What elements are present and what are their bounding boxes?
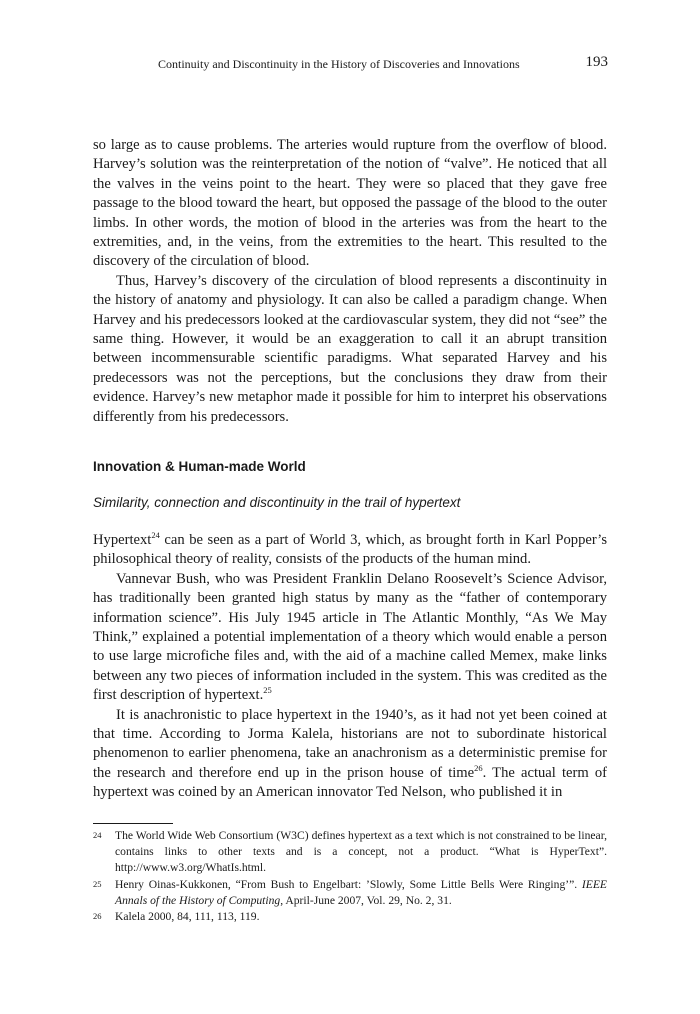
footnote-24	[93, 828, 607, 877]
footnotes	[93, 828, 607, 925]
footnote-text: Henry Oinas-Kukkonen, “From Bush to Engelbart: ’Slowly, Some Little Bells Were Ringing’”.	[115, 877, 582, 891]
footnote-25	[93, 877, 607, 909]
subsection-heading: Similarity, connection and discontinuity in the trail of hypertext	[93, 495, 461, 510]
footnote-text: Kalela 2000, 84, 111, 113, 119.	[115, 910, 260, 924]
paragraph-5-text-start: It is anachronistic to place hypertext in the 1940’s, as it had not yet been coined at that time. According to Jorma Kalela, historians are not to subordinate historical phenomenon to earlier phenomena, take an anachronism as a deterministic premise for the research and therefore end up in the prison house of time	[93, 706, 607, 781]
paragraph-3-text-end: can be seen as a part of World 3, which, as brought forth in Karl Popper’s philosophical theory of reality, consists of the products of the human mind.	[93, 532, 607, 568]
footnote-separator	[93, 823, 173, 824]
footnote-ref-25[interactable]: 25	[263, 685, 272, 696]
section-heading: Innovation & Human-made World	[93, 459, 306, 474]
paragraph-3	[93, 531, 607, 570]
paragraph-4-text: Vannevar Bush, who was President Franklin Delano Roosevelt’s Science Advisor, has traditionally been granted high status by many as the “father of contemporary information science”. His July 1945 article in The Atlantic Monthly, “As We May Think,” explained a potential implementation of a theory which would enable a person to use large microfiche files and, with the aid of a machine called Memex, make links between any two pieces of information included in the system. This was credited as the first description of hypertext.	[93, 570, 607, 704]
body-text-block-1	[93, 136, 607, 427]
footnote-26	[93, 909, 607, 925]
page-number: 193	[585, 54, 608, 70]
footnote-text-end: , April-June 2007, Vol. 29, No. 2, 31.	[280, 893, 452, 907]
footnote-number: 25	[93, 878, 102, 889]
running-title: Continuity and Discontinuity in the History of Discoveries and Innovations	[158, 57, 520, 71]
paragraph-4	[93, 570, 607, 706]
footnote-number: 24	[93, 830, 102, 840]
paragraph-2: Thus, Harvey’s discovery of the circulation of blood represents a discontinuity in the history of anatomy and physiology. It can also be called a paradigm change. When Harvey and his predecessors looked at the cardiovascular system, they did not “see” the same thing. However, it would be an exaggeration to call it an abrupt transition between incommensurable scientific paradigms. What separated Harvey and his predecessors was not the perceptions, but the conclusions they draw from their evidence. Harvey’s new metaphor made it possible for him to interpret his observations differently from his predecessors.	[93, 272, 607, 425]
paragraph-3-text-start: Hypertext	[93, 532, 152, 548]
body-text-block-2	[93, 531, 607, 803]
paragraph-5	[93, 706, 607, 803]
footnote-journal-title: IEEE Annals of the History of Computing	[115, 877, 607, 907]
footnote-ref-26[interactable]: 26	[474, 763, 483, 774]
paragraph-5-text-end: . The actual term of hypertext was coined by an American innovator Ted Nelson, who published it in	[93, 764, 607, 801]
paragraph-1: so large as to cause problems. The arteries would rupture from the overflow of blood. Harvey’s solution was the reinterpretation of the notion of “valve”. He noticed that all the valves in the veins point to the heart. They were so placed that they gave free passage to the blood toward the heart, but opposed the passage of the blood to the outer limbs. In other words, the motion of blood in the arteries was from the heart to the extremities, and, in the veins, from the extremities to the heart. This resulted to the discovery of the circulation of blood.	[93, 137, 607, 270]
footnote-ref-24[interactable]: 24	[151, 530, 160, 541]
footnote-number: 26	[93, 911, 102, 922]
footnote-text: The World Wide Web Consortium (W3C) defines hypertext as a text which is not constrained to be linear, contains links to other texts and is a concept, not a product. “What is HyperText”. http://www.w3.org/WhatIs.html.	[115, 829, 607, 875]
